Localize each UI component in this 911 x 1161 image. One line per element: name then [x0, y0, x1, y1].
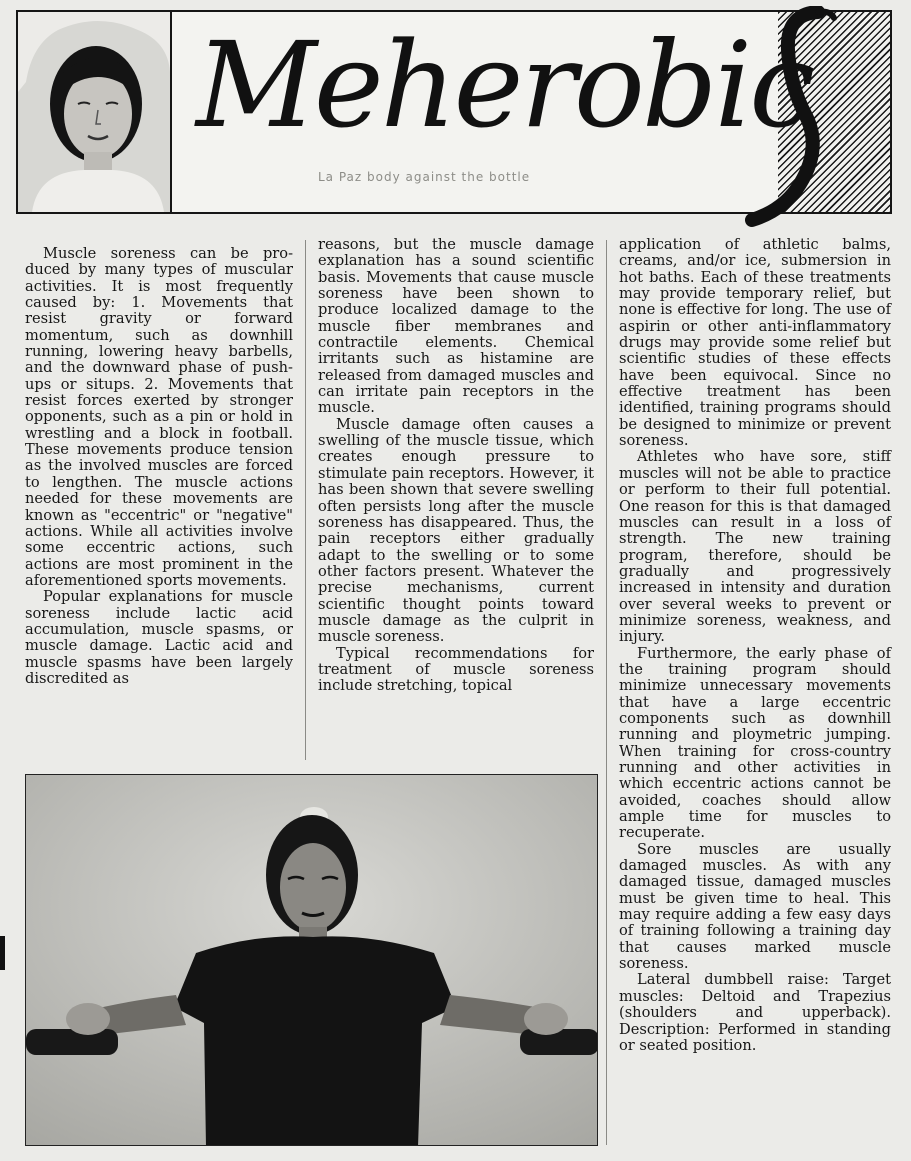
- paragraph: Muscle damage often causes a swelling of the muscle tissue, which creates enough pressure to stimulate pain receptors. However, it has been shown that severe swelling often persists long after the muscle soreness has disappeared. Thus, the pain receptors either gradually adapt to the swelling or to some other factors present. Whatever the precise mechanisms, current scientific thought points toward muscle damage as the culprit in muscle soreness.: [318, 415, 594, 646]
- paragraph: reasons, but the muscle damage explanation has a sound scientific basis. Movements that cause muscle soreness have been shown to produce localized damage to the muscle fiber membranes and contractile elements. Chemical irritants such as histamine are released from damaged muscles and can irritate pain receptors in the muscle.: [318, 236, 594, 417]
- background-caption: La Paz body against the bottle: [318, 170, 531, 184]
- paragraph: Lateral dumbbell raise: Target muscles: Deltoid and Trapezius (shoulders and upperback). Description: Performed in standing or seated position.: [619, 971, 891, 1054]
- paragraph: Furthermore, the early phase of the training program should minimize unnecessary movements that have a large eccentric components such as downhill running and ploymetric jumping. When training for cross-country running and other activities in which eccentric actions cannot be avoided, coaches should allow ample time for muscles to recuperate.: [619, 644, 891, 842]
- exercise-photo-drawing: [26, 775, 598, 1146]
- paragraph: application of athletic balms, creams, and/or ice, submersion in hot baths. Each of these treatments may provide temporary relief, but none is effective for long. The use of aspirin or other anti-inflammatory drugs may provide some relief but scientific studies of these effects have been equivocal. Since no effective treatment has been identified, training programs should be designed to minimize or prevent soreness.: [619, 236, 891, 450]
- paragraph: Popular explanations for muscle soreness include lactic acid accumulation, muscle spasms, or muscle damage. Lactic acid and muscle spasms have been largely discredited as: [25, 588, 293, 687]
- column-rule: [305, 240, 306, 760]
- article-column-2: [318, 237, 594, 695]
- title-swash: [726, 6, 846, 232]
- paragraph: Sore muscles are usually damaged muscles. As with any damaged tissue, damaged muscles must be given time to heal. This may require adding a few easy days of training following a training day that causes marked muscle soreness.: [619, 840, 891, 973]
- column-rule: [606, 240, 607, 1145]
- article-column-1: [25, 246, 293, 687]
- edge-mark: [0, 936, 5, 970]
- exercise-photo: [25, 774, 598, 1146]
- masthead: [16, 10, 892, 214]
- paragraph: Typical recommendations for treatment of muscle soreness include stretching, topical: [318, 644, 594, 695]
- portrait-drawing: [18, 12, 170, 212]
- article-column-3: [619, 237, 891, 1054]
- paragraph: Athletes who have sore, stiff muscles will not be able to practice or perform to their full potential. One reason for this is that damaged muscles can result in a loss of strength. The new training program, therefore, should be gradually and progressively increased in intensity and duration over several weeks to prevent or minimize soreness, weakness, and injury.: [619, 448, 891, 646]
- column-title: Meherobic: [196, 16, 813, 154]
- columnist-portrait: [18, 12, 172, 212]
- paragraph: Muscle soreness can be produced by many types of muscular activities. It is most frequently caused by: 1. Movements that resist gravity or forward momentum, such as downhill running, lowering heavy barbells, and the downward phase of push-ups or situps. 2. Movements that resist forces exerted by stronger opponents, such as a pin or hold in wrestling and a block in football. These movements produce tension as the involved muscles are forced to lengthen. The muscle actions needed for these movements are known as "eccentric" or "negative" actions. While all activities involve some eccentric actions, such actions are most prominent in the aforementioned sports movements.: [25, 245, 293, 589]
